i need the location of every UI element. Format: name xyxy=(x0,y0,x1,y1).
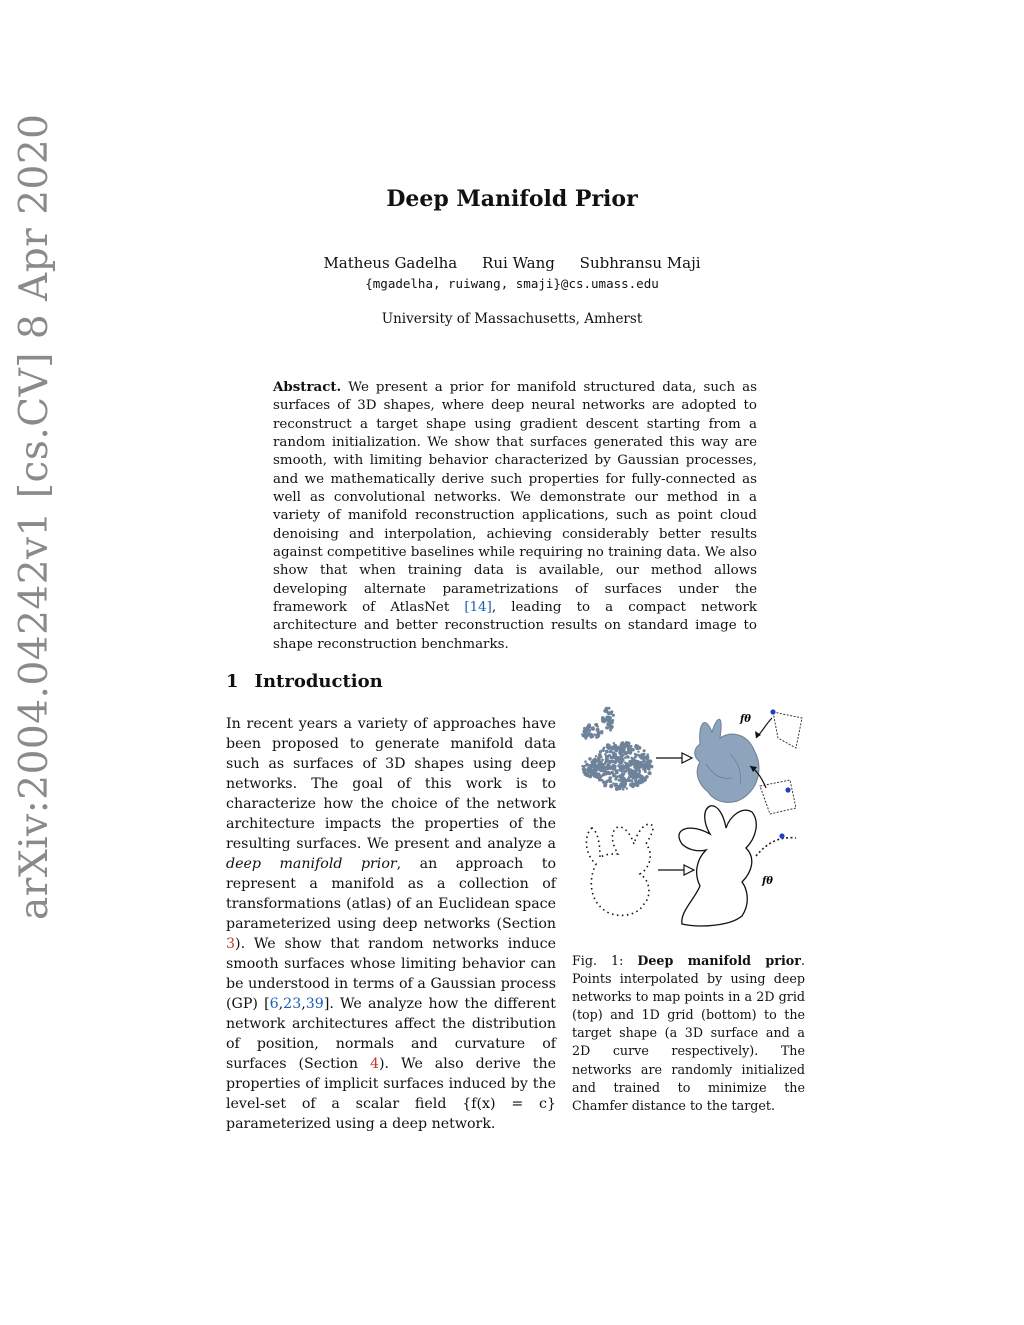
point-cloud-dot xyxy=(614,761,617,764)
point-cloud-dot xyxy=(613,773,616,776)
point-cloud-dot xyxy=(614,778,617,781)
point-cloud-dot xyxy=(582,768,586,772)
point-cloud-dot xyxy=(597,773,600,776)
caption-title: Deep manifold prior xyxy=(637,953,801,968)
point-cloud-dot xyxy=(646,753,649,756)
section-number: 1 xyxy=(226,671,239,692)
point-cloud-dot xyxy=(591,726,595,730)
f-theta-label: fθ xyxy=(762,876,773,887)
abstract xyxy=(273,378,757,654)
caption-text: . Points interpolated by using deep networks to map points in a 2D grid (top) and 1D grid (bottom) to the target shape (a 3D surface and a 2D curve respectively). The networks are randomly initialized and trained to minimize the Chamfer distance to the target. xyxy=(572,953,805,1113)
point-cloud-dot xyxy=(638,771,641,774)
point-cloud-dot xyxy=(638,746,642,750)
point-cloud-dot xyxy=(624,782,628,786)
point-cloud-dot xyxy=(584,772,587,775)
point-cloud-dot xyxy=(607,763,611,767)
point-cloud-dot xyxy=(608,772,611,775)
point-cloud-dot xyxy=(631,748,635,752)
point-cloud-dot xyxy=(623,770,626,773)
intro-text: , an approach to represent a manifold as a collection of transformations (atlas) of an Euclidean space parameterized using deep networks (Section xyxy=(226,856,556,932)
point-cloud-dot xyxy=(618,751,620,753)
point-cloud-dot xyxy=(628,773,631,776)
point-cloud-dot xyxy=(624,761,626,763)
point-cloud-dot xyxy=(626,751,630,755)
point-cloud-dot xyxy=(650,765,654,769)
intro-text: ]. We analyze how the different network architectures affect the distribution of position, normals and curvature of surfaces (Section xyxy=(226,996,556,1072)
point-cloud-dot xyxy=(637,750,639,752)
point-cloud-dot xyxy=(619,761,622,764)
bunny-surface xyxy=(695,719,759,802)
author-name: Matheus Gadelha xyxy=(323,254,458,272)
intro-text: ). We also derive the properties of implicit surfaces induced by the level-set of a scalar field {f(x) = c} parameterized using a deep network. xyxy=(226,1056,556,1132)
caption-label: Fig. 1: xyxy=(572,953,624,968)
section-heading xyxy=(226,671,383,692)
point-cloud-dot xyxy=(620,745,623,748)
paper-title: Deep Manifold Prior xyxy=(386,186,638,212)
point-cloud-dot xyxy=(608,747,611,750)
author-name: Rui Wang xyxy=(482,254,555,272)
point-cloud-dot xyxy=(622,788,625,791)
intro-paragraph xyxy=(226,714,556,1134)
point-cloud-dot xyxy=(601,716,605,720)
point-cloud-dot xyxy=(597,731,600,734)
point-cloud-dot xyxy=(627,756,630,759)
point-cloud-dot xyxy=(608,779,611,782)
point-cloud-dot xyxy=(615,783,618,786)
point-cloud-dot xyxy=(639,777,643,781)
point-cloud-dot xyxy=(600,730,603,733)
point-cloud-dot xyxy=(609,712,612,715)
point-cloud-dot xyxy=(624,745,627,748)
point-cloud-dot xyxy=(636,783,639,786)
point-cloud-dot xyxy=(615,787,619,791)
point-cloud-dot xyxy=(647,772,650,775)
point-cloud-dot xyxy=(615,770,618,773)
section-title: Introduction xyxy=(254,671,383,692)
point-cloud-dot xyxy=(646,776,649,779)
abstract-text: , leading to a compact network architecture and better reconstruction results on standard image to shape reconstruction benchmarks. xyxy=(273,600,758,652)
point-cloud-dot xyxy=(610,760,613,763)
intro-text: ). We show that random networks induce smooth surfaces whose limiting behavior can be understood in terms of a Gaussian process (GP) [ xyxy=(226,936,556,1012)
intro-emphasis: deep manifold prior xyxy=(226,856,397,872)
point-cloud-dot xyxy=(608,707,611,710)
point-cloud-dot xyxy=(605,766,608,769)
point-cloud-dot xyxy=(610,720,614,724)
affiliation: University of Massachusetts, Amherst xyxy=(381,311,643,327)
point-cloud-dot xyxy=(597,734,600,737)
citation-link[interactable]: 6 xyxy=(269,996,279,1012)
arxiv-identifier: arXiv:2004.04242v1 [cs.CV] 8 Apr 2020 xyxy=(12,113,57,920)
point-cloud-dot xyxy=(598,753,602,757)
point-cloud-dot xyxy=(585,763,589,767)
point-cloud-dot xyxy=(598,777,601,780)
point-cloud-dot xyxy=(618,774,622,778)
point-cloud-dot xyxy=(605,726,608,729)
author-emails: {mgadelha, ruiwang, smaji}@cs.umass.edu xyxy=(365,276,659,291)
abstract-label: Abstract. xyxy=(273,379,342,395)
point-cloud-dot xyxy=(627,747,631,751)
point-cloud-dot xyxy=(592,765,596,769)
point-cloud-dot xyxy=(648,768,651,771)
point-cloud-dot xyxy=(640,756,643,759)
point-cloud-dot xyxy=(622,773,625,776)
point-cloud-dot xyxy=(607,719,610,722)
figure-caption xyxy=(572,952,805,1115)
point-cloud-dot xyxy=(643,778,647,782)
point-cloud-dot xyxy=(635,754,638,757)
point-cloud-dot xyxy=(620,754,624,758)
point-cloud-dot xyxy=(603,763,606,766)
point-cloud-dot xyxy=(597,759,601,763)
point-cloud-dot xyxy=(609,728,612,731)
point-cloud-dot xyxy=(607,716,610,719)
point-cloud-dot xyxy=(589,735,592,738)
point-cloud-dot xyxy=(643,753,646,756)
figure-1 xyxy=(570,704,808,942)
point-cloud-dot xyxy=(584,760,587,763)
point-cloud-dot xyxy=(613,744,617,748)
point-cloud-dot xyxy=(592,769,595,772)
section-ref-link[interactable]: 3 xyxy=(226,936,236,952)
arrow-icon xyxy=(656,753,692,763)
point-cloud-dot xyxy=(620,767,624,771)
point-cloud-dot xyxy=(609,750,612,753)
point-cloud-dot xyxy=(626,787,628,789)
point-cloud-dot xyxy=(605,750,609,754)
point-cloud-dot xyxy=(589,764,592,767)
point-cloud-dot xyxy=(634,773,638,777)
citation-sep: , xyxy=(301,996,306,1012)
point-cloud-dot xyxy=(604,753,607,756)
point-cloud-dot xyxy=(622,759,624,761)
point-cloud-dot xyxy=(619,783,622,786)
solid-bunny-outline xyxy=(679,806,756,926)
point-cloud-dot xyxy=(609,784,613,788)
f-theta-label: fθ xyxy=(740,714,751,725)
point-cloud-dot xyxy=(581,733,584,736)
abstract-text: We present a prior for manifold structured data, such as surfaces of 3D shapes, where deep neural networks are adopted to reconstruct a target shape using gradient descent starting from a random initialization. We show that surfaces generated this way are smooth, with limiting behavior characterized by Gaussian processes, and we mathematically derive such properties for fully-connected as well as convolutional networks. We demonstrate our method in a variety of manifold reconstruction applications, such as point cloud denoising and interpolation, achieving considerably better results against competitive baselines while requiring no training data. We also show that when training data is available, our method allows developing alternate parametrizations of surfaces under the framework of AtlasNet xyxy=(273,380,757,616)
point-cloud-dot xyxy=(588,757,591,760)
point-cloud-dot xyxy=(588,775,592,779)
point-cloud-dot xyxy=(641,763,643,765)
grid-1d xyxy=(756,833,796,856)
point-cloud-dot xyxy=(639,781,642,784)
point-cloud-dot xyxy=(603,709,607,713)
point-cloud-dot xyxy=(644,769,647,772)
point-cloud-dot xyxy=(643,756,647,760)
point-cloud-dot xyxy=(611,747,615,751)
point-cloud-dot xyxy=(632,759,635,762)
citation-link[interactable]: 23 xyxy=(283,996,302,1012)
point-cloud-dot xyxy=(634,779,637,782)
point-cloud-dot xyxy=(592,773,596,777)
point-cloud-dot xyxy=(615,749,619,753)
author-name: Subhransu Maji xyxy=(579,254,701,272)
author-list xyxy=(0,254,1024,272)
point-cloud-dot xyxy=(648,761,650,763)
point-cloud-dot xyxy=(612,755,616,759)
citation-link[interactable]: 39 xyxy=(305,996,324,1012)
point-cloud-dot xyxy=(630,783,633,786)
point-cloud-dot xyxy=(594,723,598,727)
point-cloud-dot xyxy=(592,758,596,762)
point-cloud-dot xyxy=(606,759,609,762)
intro-text: In recent years a variety of approaches have been proposed to generate manifold data such as surfaces of 3D shapes using deep networks. The goal of this work is to characterize how the choice of the network architecture impacts the properties of the resulting surfaces. We present and analyze a xyxy=(226,716,556,852)
point-cloud-dot xyxy=(611,765,614,768)
point-cloud-dot xyxy=(626,742,629,745)
point-cloud-dot xyxy=(632,762,635,765)
point-cloud-dot xyxy=(599,750,602,753)
point-cloud-dot xyxy=(604,772,608,776)
grid-patch xyxy=(755,709,802,748)
point-cloud-bunny xyxy=(581,707,653,791)
point-cloud-dot xyxy=(581,765,583,767)
point-cloud-dot xyxy=(593,733,596,736)
point-cloud-dot xyxy=(584,733,587,736)
citation-sep: , xyxy=(278,996,284,1012)
point-cloud-dot xyxy=(621,780,624,783)
point-cloud-dot xyxy=(626,767,630,771)
point-cloud-dot xyxy=(643,749,646,752)
point-cloud-dot xyxy=(602,781,605,784)
citation-link[interactable]: [14] xyxy=(464,600,492,616)
arrow-icon xyxy=(658,865,694,875)
dotted-bunny-outline xyxy=(586,824,653,915)
section-ref-link[interactable]: 4 xyxy=(369,1056,380,1072)
point-cloud-dot xyxy=(627,777,630,780)
point-cloud-dot xyxy=(587,723,591,727)
point-cloud-dot xyxy=(587,728,590,731)
point-cloud-dot xyxy=(638,766,641,769)
point-cloud-dot xyxy=(595,755,597,757)
point-cloud-dot xyxy=(630,779,633,782)
point-cloud-dot xyxy=(635,744,638,747)
